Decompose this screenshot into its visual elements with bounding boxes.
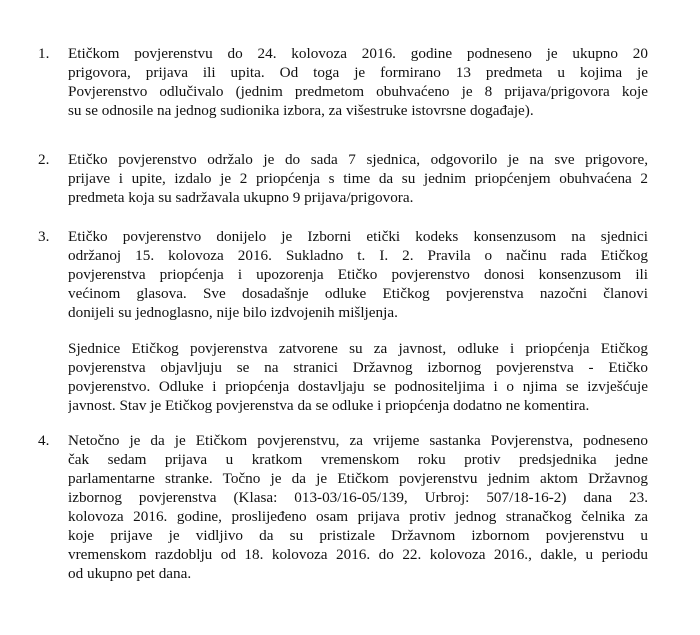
text-line: čak sedam prijava u kratkom vremenskom roku protiv predsjednika jedne <box>68 451 648 468</box>
text-line: koje prijave je vidljivo da su pristizale Državnom izbornom povjerenstvu u <box>68 527 648 544</box>
paragraph <box>68 44 648 120</box>
text-line: prijave i upite, izdalo je 2 priopćenja s time da su jednim priopćenjem obuhvaćena 2 <box>68 170 648 187</box>
text-line: Etičko povjerenstvo održalo je do sada 7 sjednica, odgovorilo je na sve prigovore, <box>68 151 648 168</box>
text-line: kolovoza 2016. godine, proslijeđeno osam prijava protiv jednog stranačkog čelnika za <box>68 508 648 525</box>
text-line: su se odnosile na jednog sudionika izbora, za višestruke istovrsne događaje). <box>68 102 534 119</box>
text-line: izbornog povjerenstva (Klasa: 013-03/16-05/139, Urbroj: 507/18-16-2) dana 23. <box>68 489 648 506</box>
paragraph <box>68 150 648 207</box>
text-line: Etičko povjerenstvo donijelo je Izborni etički kodeks konsenzusom na sjednici <box>68 228 648 245</box>
text-line: Netočno je da je Etičkom povjerenstvu, za vrijeme sastanka Povjerenstva, podneseno <box>68 432 648 449</box>
paragraph <box>68 431 648 583</box>
text-line: održanoj 15. kolovoza 2016. Sukladno t. I. 2. Pravila o načinu rada Etičkog <box>68 247 648 264</box>
text-line: većinom glasova. Sve dosadašnje odluke Etičkog povjerenstva nazočni članovi <box>68 285 648 302</box>
text-line: povjerenstvo. Odluke i priopćenja dostavljaju se podnositeljima i o njima se izvješćuje <box>68 378 648 395</box>
text-line: od ukupno pet dana. <box>68 565 192 582</box>
text-line: predmeta koja su sadržavala ukupno 9 prijava/prigovora. <box>68 189 414 206</box>
text-line: povjerenstva objavljuju se na stranici Državnog izbornog povjerenstva - Etičko <box>68 359 648 376</box>
text-line: Etičkom povjerenstvu do 24. kolovoza 2016. godine podneseno je ukupno 20 <box>68 45 648 62</box>
text-line: parlamentarne stranke. Točno je da je Etičkom povjerenstvu jednim aktom Državnog <box>68 470 648 487</box>
text-line: javnost. Stav je Etičkog povjerenstva da se odluke i priopćenja dodatno ne komentira. <box>68 397 590 414</box>
text-line: prigovora, prijava ili upita. Od toga je formirano 13 predmeta u kojima je <box>68 64 648 81</box>
paragraph <box>68 227 648 322</box>
item-number: 4. <box>38 432 50 449</box>
item-number: 1. <box>38 45 50 62</box>
item-number: 2. <box>38 151 50 168</box>
text-line: povjerenstva priopćenja i upozorenja Etičko povjerenstvo donosi konsenzusom ili <box>68 266 648 283</box>
text-line: vremenskom razdoblju od 18. kolovoza 2016. do 22. kolovoza 2016., dakle, u periodu <box>68 546 648 563</box>
text-line: donijeli su jednoglasno, nije bilo izdvojenih mišljenja. <box>68 304 398 321</box>
item-number: 3. <box>38 228 50 245</box>
text-line: Povjerenstvo odlučivalo (jednim predmetom obuhvaćeno je 8 prijava/prigovora koje <box>68 83 648 100</box>
text-line: Sjednice Etičkog povjerenstva zatvorene su za javnost, odluke i priopćenja Etičkog <box>68 340 648 357</box>
paragraph <box>68 339 648 415</box>
